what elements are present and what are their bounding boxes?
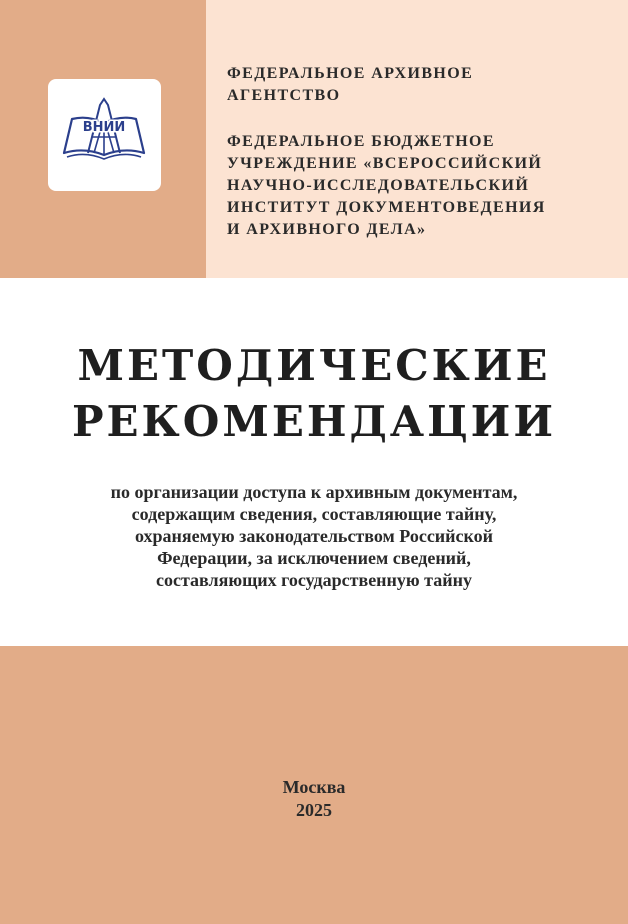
title-line: РЕКОМЕНДАЦИИ xyxy=(71,397,557,446)
institution-name-line: И АРХИВНОГО ДЕЛА» xyxy=(227,221,427,238)
header-left-panel xyxy=(0,0,206,278)
logo-text: ВНИИ xyxy=(82,120,126,135)
institution-name-line: ИНСТИТУТ ДОКУМЕНТОВЕДЕНИЯ xyxy=(227,199,546,216)
subtitle-line: содержащим сведения, составляющие тайну, xyxy=(131,504,497,524)
institution-name-line: ФЕДЕРАЛЬНОЕ БЮДЖЕТНОЕ xyxy=(227,133,495,150)
imprint xyxy=(0,776,628,822)
subtitle-line: Федерации, за исключением сведений, xyxy=(157,548,471,568)
footer-band xyxy=(0,646,628,924)
institution-name-line: НАУЧНО-ИССЛЕДОВАТЕЛЬСКИЙ xyxy=(227,177,530,194)
subtitle-line: составляющих государственную тайну xyxy=(156,570,472,590)
agency-name-line: ФЕДЕРАЛЬНОЕ АРХИВНОЕ xyxy=(227,65,474,82)
imprint-city: Москва xyxy=(282,777,346,797)
agency-name-line: АГЕНТСТВО xyxy=(227,87,341,104)
organization-block xyxy=(227,63,617,241)
vniidad-book-logo-icon xyxy=(58,95,151,175)
subtitle-line: по организации доступа к архивным документам, xyxy=(110,482,518,502)
document-title xyxy=(0,338,628,450)
title-line: МЕТОДИЧЕСКИЕ xyxy=(77,341,551,390)
subtitle-line: охраняемую законодательством Российской xyxy=(134,526,494,546)
imprint-year: 2025 xyxy=(296,800,332,820)
document-subtitle xyxy=(0,481,628,591)
logo-card xyxy=(48,79,161,191)
institution-name-line: УЧРЕЖДЕНИЕ «ВСЕРОССИЙСКИЙ xyxy=(227,155,543,172)
